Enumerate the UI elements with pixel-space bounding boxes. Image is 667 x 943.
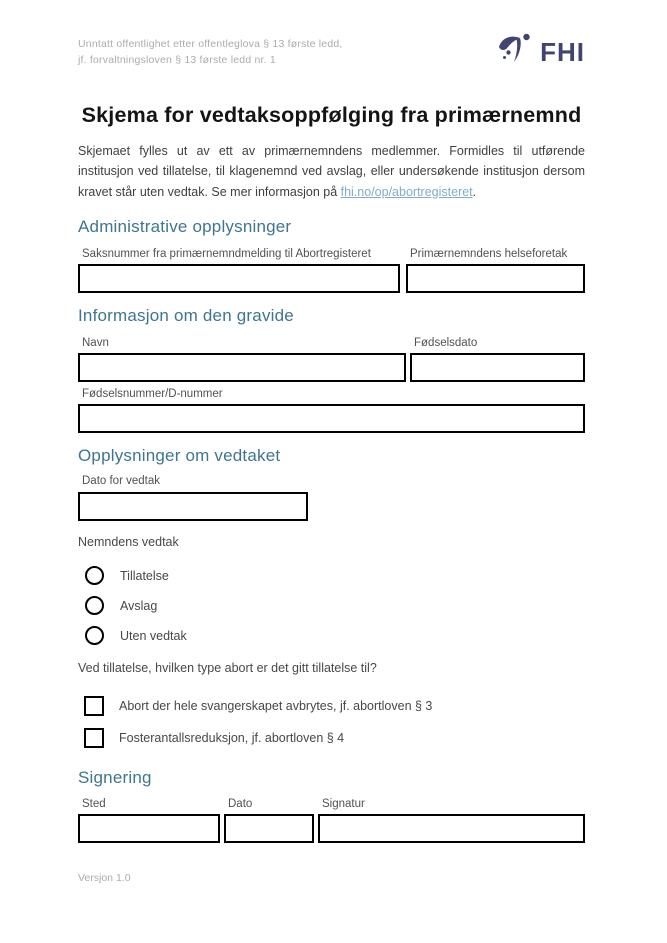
fodselsdato-field [410, 337, 585, 382]
saksnummer-field [78, 248, 400, 293]
radio-option-uten-vedtak [78, 621, 585, 651]
tillatelse-radio[interactable] [85, 566, 104, 585]
navn-input[interactable] [78, 353, 406, 382]
radio-option-avslag [78, 591, 585, 621]
confidentiality-line-2: jf. forvaltningsloven § 13 første ledd nr. 1 [78, 54, 276, 67]
checkbox-option-paragraf4 [78, 727, 585, 749]
gravide-fields-row [78, 337, 585, 382]
avslag-label: Avslag [120, 598, 158, 613]
helseforetak-label: Primærnemndens helseforetak [410, 248, 568, 261]
avslag-radio[interactable] [85, 596, 104, 615]
uten-vedtak-radio[interactable] [85, 626, 104, 645]
uten-vedtak-label: Uten vedtak [120, 628, 187, 643]
sted-field [78, 798, 220, 843]
section-administrative-heading: Administrative opplysninger [78, 217, 292, 236]
tillatelse-label: Tillatelse [120, 568, 169, 583]
page-header [78, 36, 585, 70]
dato-field [224, 798, 314, 843]
signatur-label: Signatur [322, 797, 365, 810]
signatur-input[interactable] [318, 814, 585, 843]
intro-after: . [472, 184, 477, 199]
saksnummer-label: Saksnummer fra primærnemndmelding til Abortregisteret [82, 248, 371, 261]
confidentiality-note [78, 36, 343, 69]
section-vedtak-heading: Opplysninger om vedtaket [78, 446, 281, 466]
svangerskap-avbrytes-checkbox[interactable] [84, 696, 104, 716]
fodselsnummer-input[interactable] [78, 404, 585, 433]
dato-input[interactable] [224, 814, 314, 843]
helseforetak-input[interactable] [406, 264, 585, 293]
administrative-fields-row [78, 248, 585, 293]
fosterantallsreduksjon-checkbox[interactable] [84, 728, 104, 748]
version-text: Versjon 1.0 [78, 872, 131, 884]
navn-field [78, 337, 406, 382]
radio-option-tillatelse [78, 561, 585, 591]
signatur-field [318, 798, 585, 843]
navn-label: Navn [82, 336, 109, 349]
dato-vedtak-field [78, 475, 308, 520]
saksnummer-input[interactable] [78, 264, 400, 293]
section-gravide-heading: Informasjon om den gravide [78, 306, 294, 326]
sted-label: Sted [82, 797, 106, 810]
sted-input[interactable] [78, 814, 220, 843]
abort-type-checkbox-group [78, 695, 585, 749]
fodselsnummer-field [78, 388, 585, 433]
vedtak-radio-group [78, 561, 585, 651]
dato-vedtak-input[interactable] [78, 492, 308, 521]
fodselsdato-label: Fødselsdato [414, 336, 478, 349]
abort-type-question: Ved tillatelse, hvilken type abort er det gitt tillatelse til? [78, 660, 377, 675]
dato-label: Dato [228, 797, 253, 810]
fhi-logo [497, 32, 585, 73]
confidentiality-line-1: Unntatt offentlighet etter offentleglova § 13 første ledd, [78, 38, 343, 50]
abortregisteret-link[interactable]: fhi.no/op/abortregisteret [340, 184, 473, 199]
fodselsnummer-label: Fødselsnummer/D-nummer [82, 387, 223, 400]
svangerskap-avbrytes-label: Abort der hele svangerskapet avbrytes, jf. abortloven § 3 [119, 698, 433, 713]
fosterantallsreduksjon-label: Fosterantallsreduksjon, jf. abortloven § 4 [119, 730, 345, 745]
intro-text [78, 141, 585, 202]
nemndens-vedtak-label: Nemndens vedtak [78, 534, 179, 549]
signering-fields-row [78, 798, 585, 843]
checkbox-option-paragraf3 [78, 695, 585, 717]
intro-before: Skjemaet fylles ut av ett av primærnemndens medlemmer. Formidles til utførende institusjon ved tillatelse, til klagenemnd ved avslag, eller undersøkende institusjon dersom kravet står uten vedtak. Se mer informasjon på [78, 143, 585, 199]
page-title: Skjema for vedtaksoppfølging fra primærnemnd [81, 103, 582, 127]
fodselsdato-input[interactable] [410, 353, 585, 382]
fhi-bird-icon [497, 32, 533, 73]
fhi-logo-text: FHI [540, 37, 585, 67]
section-signering-heading: Signering [78, 767, 152, 787]
helseforetak-field [406, 248, 585, 293]
dato-vedtak-label: Dato for vedtak [82, 475, 160, 488]
